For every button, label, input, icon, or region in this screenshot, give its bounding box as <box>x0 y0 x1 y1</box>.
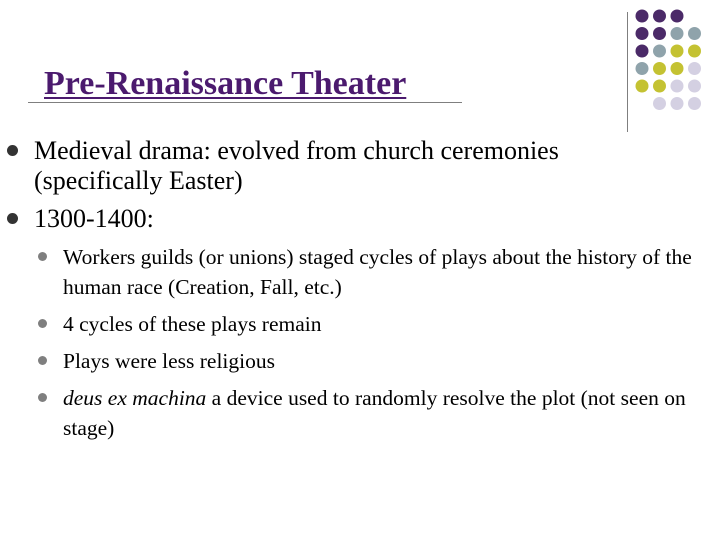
decor-dot <box>653 62 666 75</box>
sub-bullet-four-cycles: 4 cycles of these plays remain <box>0 309 693 339</box>
decor-dot <box>688 62 701 75</box>
vertical-divider <box>627 12 628 132</box>
bullet-1300-1400: 1300-1400: <box>0 204 674 234</box>
decor-dot <box>671 80 684 93</box>
deus-ex-machina-term: deus ex machina <box>63 386 207 410</box>
decor-dot <box>653 97 666 110</box>
decor-dot <box>653 27 666 40</box>
decor-dot <box>688 97 701 110</box>
decor-dot <box>653 10 666 23</box>
decor-dot <box>671 27 684 40</box>
decor-dot <box>636 62 649 75</box>
decor-dot <box>636 80 649 93</box>
sub-bullet-list <box>0 242 720 443</box>
decorative-dots <box>630 8 720 118</box>
deus-ex-machina-definition: a device used to randomly resolve the plot (not seen on stage) <box>63 386 686 440</box>
bullet-medieval-drama: Medieval drama: evolved from church ceremonies (specifically Easter) <box>0 136 674 196</box>
sub-bullet-less-religious: Plays were less religious <box>0 346 693 376</box>
slide-title: Pre-Renaissance Theater <box>44 65 407 102</box>
decor-dot <box>688 45 701 58</box>
decor-dot <box>636 27 649 40</box>
sub-bullet-workers-guilds: Workers guilds (or unions) staged cycles of plays about the history of the human race (Creation, Fall, etc.) <box>0 242 693 302</box>
sub-bullet-deus-ex-machina <box>0 383 693 443</box>
decor-dot <box>688 27 701 40</box>
decor-dot <box>688 80 701 93</box>
decor-dot <box>671 10 684 23</box>
decor-dot <box>653 45 666 58</box>
slide-content <box>0 136 720 450</box>
decor-dot <box>671 62 684 75</box>
decor-dot <box>653 80 666 93</box>
decor-dot <box>636 10 649 23</box>
decor-dot <box>671 97 684 110</box>
decor-dot <box>671 45 684 58</box>
decor-dot <box>636 45 649 58</box>
